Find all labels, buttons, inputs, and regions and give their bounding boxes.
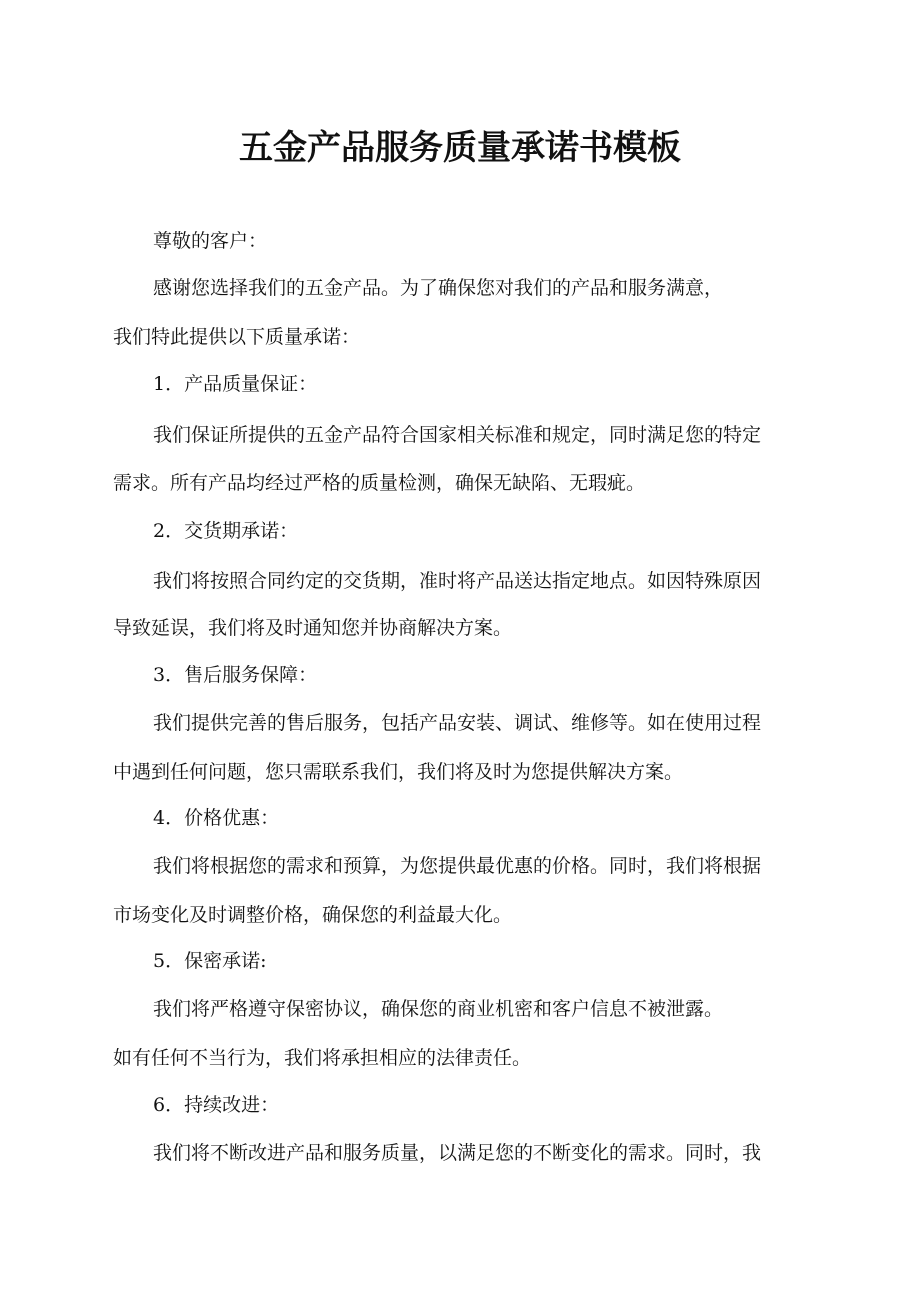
section-heading-4: 4．价格优惠： [153, 807, 280, 829]
intro-line-1: 感谢您选择我们的五金产品。为了确保您对我们的产品和服务满意， [153, 277, 724, 299]
salutation: 尊敬的客户： [153, 230, 268, 252]
section-heading-6: 6．持续改进： [153, 1094, 280, 1116]
section-1-line-1: 我们保证所提供的五金产品符合国家相关标准和规定，同时满足您的特定 [153, 424, 762, 446]
section-heading-1: 1．产品质量保证： [153, 373, 318, 395]
section-3-line-1: 我们提供完善的售后服务，包括产品安装、调试、维修等。如在使用过程 [153, 712, 762, 734]
document-title: 五金产品服务质量承诺书模板 [239, 128, 681, 168]
section-5-line-1: 我们将严格遵守保密协议，确保您的商业机密和客户信息不被泄露。 [153, 998, 724, 1020]
section-5-line-2: 如有任何不当行为，我们将承担相应的法律责任。 [113, 1047, 532, 1069]
section-heading-3: 3．售后服务保障： [153, 664, 318, 686]
section-1-line-2: 需求。所有产品均经过严格的质量检测，确保无缺陷、无瑕疵。 [113, 472, 646, 494]
section-heading-2: 2．交货期承诺： [153, 520, 299, 542]
section-heading-5: 5．保密承诺: [153, 950, 267, 972]
section-4-line-1: 我们将根据您的需求和预算，为您提供最优惠的价格。同时，我们将根据 [153, 855, 762, 877]
section-2-line-2: 导致延误，我们将及时通知您并协商解决方案。 [113, 617, 513, 639]
section-6-line-1: 我们将不断改进产品和服务质量，以满足您的不断变化的需求。同时，我 [153, 1142, 762, 1164]
section-2-line-1: 我们将按照合同约定的交货期，准时将产品送达指定地点。如因特殊原因 [153, 570, 762, 592]
section-3-line-2: 中遇到任何问题，您只需联系我们，我们将及时为您提供解决方案。 [113, 761, 684, 783]
section-4-line-2: 市场变化及时调整价格，确保您的利益最大化。 [113, 904, 513, 926]
intro-line-2: 我们特此提供以下质量承诺： [113, 326, 361, 348]
